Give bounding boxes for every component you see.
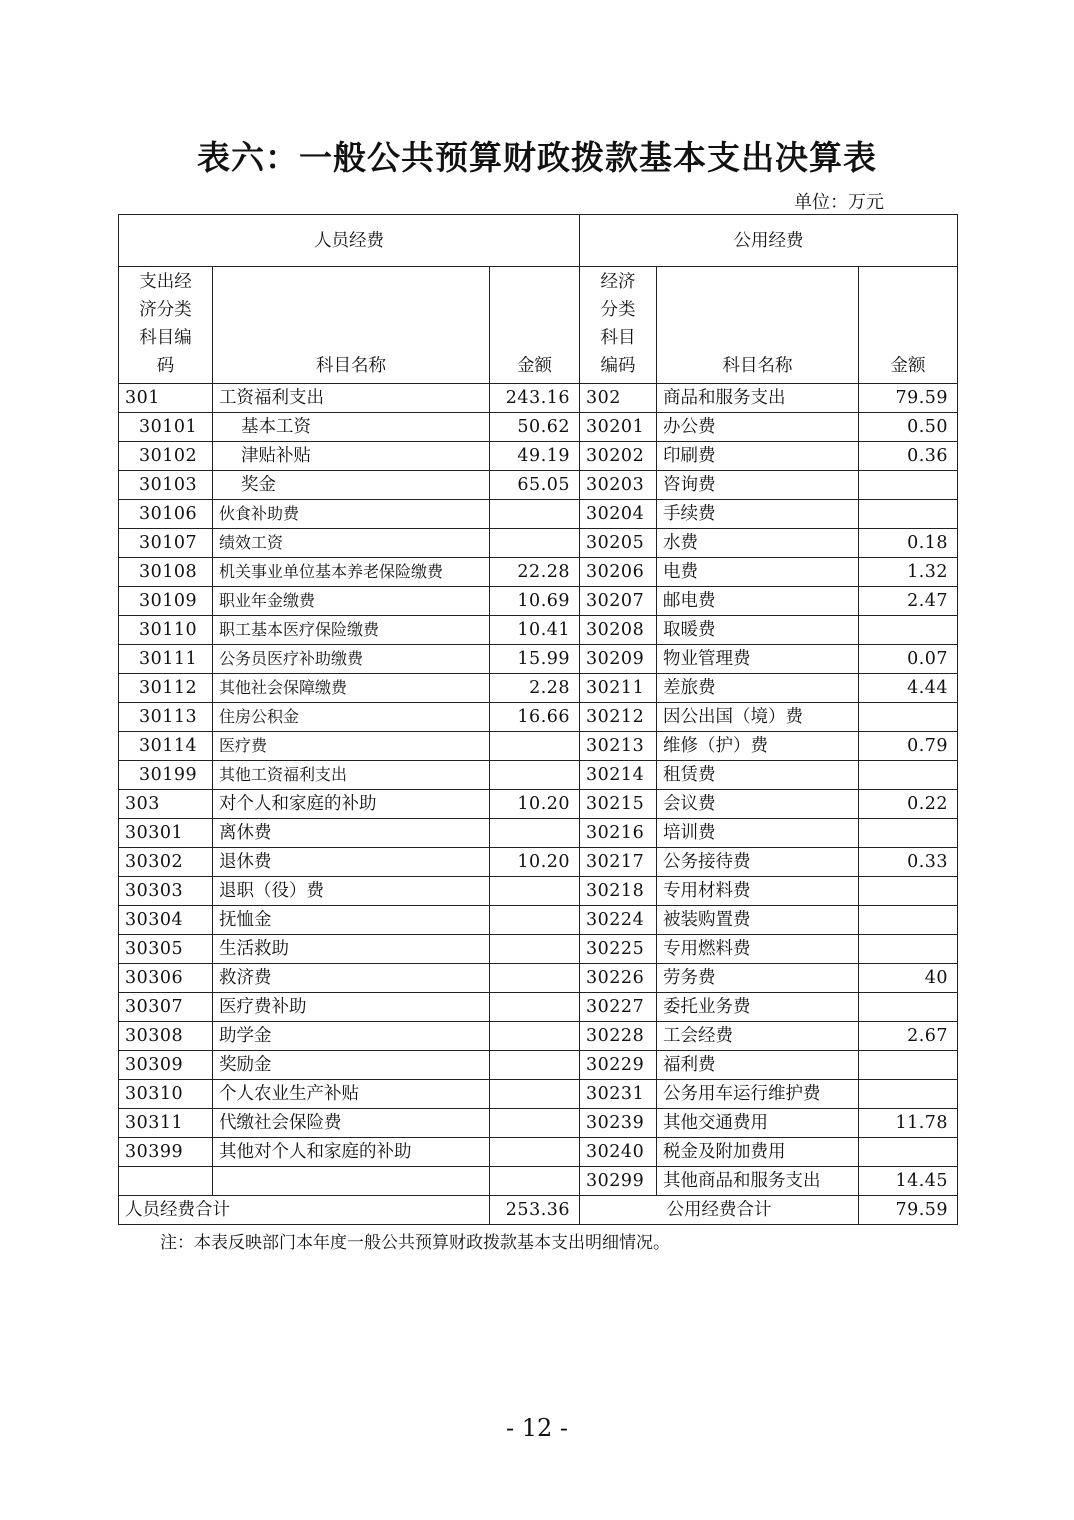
left-amount-cell: [490, 819, 580, 848]
table-row: [119, 906, 958, 935]
table-row: [119, 471, 958, 500]
left-amount-cell: 16.66: [490, 703, 580, 732]
left-name-cell: 其他社会保障缴费: [213, 674, 490, 703]
public-total-amount: 79.59: [859, 1196, 958, 1225]
left-amount-cell: 22.28: [490, 558, 580, 587]
right-name-cell: 税金及附加费用: [657, 1138, 859, 1167]
table-row: [119, 529, 958, 558]
right-code-cell: 302: [580, 384, 657, 413]
right-name-cell: 差旅费: [657, 674, 859, 703]
left-code-cell: 30102: [119, 442, 213, 471]
header-left-name: 科目名称: [213, 267, 490, 384]
left-name-cell: 其他对个人和家庭的补助: [213, 1138, 490, 1167]
left-code-cell: 30103: [119, 471, 213, 500]
left-code-cell: 303: [119, 790, 213, 819]
table-row: [119, 819, 958, 848]
left-name-cell: 机关事业单位基本养老保险缴费: [213, 558, 490, 587]
left-amount-cell: [490, 732, 580, 761]
table-row: [119, 1167, 958, 1196]
left-amount-cell: [490, 1167, 580, 1196]
expenditure-table: [118, 214, 958, 1225]
left-name-cell: 职业年金缴费: [213, 587, 490, 616]
right-name-cell: 其他交通费用: [657, 1109, 859, 1138]
left-name-cell: 个人农业生产补贴: [213, 1080, 490, 1109]
right-code-cell: 30239: [580, 1109, 657, 1138]
right-code-cell: 30224: [580, 906, 657, 935]
totals-row: [119, 1196, 958, 1225]
right-name-cell: 租赁费: [657, 761, 859, 790]
left-name-cell: 抚恤金: [213, 906, 490, 935]
right-amount-cell: 0.79: [859, 732, 958, 761]
right-code-cell: 30208: [580, 616, 657, 645]
left-name-cell: 助学金: [213, 1022, 490, 1051]
left-amount-cell: [490, 529, 580, 558]
right-code-cell: 30203: [580, 471, 657, 500]
right-amount-cell: 0.07: [859, 645, 958, 674]
right-amount-cell: [859, 500, 958, 529]
table-row: [119, 1022, 958, 1051]
left-name-cell: 代缴社会保险费: [213, 1109, 490, 1138]
left-name-cell: 工资福利支出: [213, 384, 490, 413]
right-code-cell: 30206: [580, 558, 657, 587]
left-amount-cell: [490, 877, 580, 906]
right-code-cell: 30214: [580, 761, 657, 790]
table-row: [119, 558, 958, 587]
left-code-cell: 30311: [119, 1109, 213, 1138]
left-code-cell: 30308: [119, 1022, 213, 1051]
left-name-cell: 医疗费: [213, 732, 490, 761]
right-amount-cell: [859, 935, 958, 964]
left-amount-cell: 10.69: [490, 587, 580, 616]
right-name-cell: 取暖费: [657, 616, 859, 645]
left-amount-cell: [490, 500, 580, 529]
left-code-cell: 30110: [119, 616, 213, 645]
right-code-cell: 30213: [580, 732, 657, 761]
section-public: 公用经费: [580, 215, 958, 267]
left-code-cell: 30305: [119, 935, 213, 964]
left-code-cell: 30112: [119, 674, 213, 703]
header-right-code: 经济分类科目编码: [580, 267, 657, 384]
right-code-cell: 30202: [580, 442, 657, 471]
left-amount-cell: 50.62: [490, 413, 580, 442]
footnote: 注：本表反映部门本年度一般公共预算财政拨款基本支出明细情况。: [160, 1233, 670, 1253]
table-row: [119, 703, 958, 732]
right-amount-cell: 11.78: [859, 1109, 958, 1138]
left-code-cell: 30306: [119, 964, 213, 993]
left-amount-cell: [490, 1109, 580, 1138]
header-right-name: 科目名称: [657, 267, 859, 384]
table-row: [119, 877, 958, 906]
left-name-cell: 奖金: [213, 471, 490, 500]
personnel-total-amount: 253.36: [490, 1196, 580, 1225]
left-amount-cell: [490, 1080, 580, 1109]
right-amount-cell: 79.59: [859, 384, 958, 413]
left-code-cell: 30101: [119, 413, 213, 442]
right-name-cell: 电费: [657, 558, 859, 587]
right-code-cell: 30218: [580, 877, 657, 906]
left-code-cell: 30199: [119, 761, 213, 790]
header-left-code: 支出经济分类科目编码: [119, 267, 213, 384]
table-row: [119, 1138, 958, 1167]
right-name-cell: 委托业务费: [657, 993, 859, 1022]
right-name-cell: 水费: [657, 529, 859, 558]
left-name-cell: [213, 1167, 490, 1196]
right-name-cell: 专用材料费: [657, 877, 859, 906]
right-code-cell: 30209: [580, 645, 657, 674]
left-amount-cell: [490, 964, 580, 993]
table-row: [119, 1051, 958, 1080]
right-code-cell: 30216: [580, 819, 657, 848]
left-name-cell: 对个人和家庭的补助: [213, 790, 490, 819]
left-code-cell: 30111: [119, 645, 213, 674]
table-row: [119, 645, 958, 674]
left-code-cell: 30113: [119, 703, 213, 732]
right-code-cell: 30215: [580, 790, 657, 819]
right-amount-cell: [859, 1051, 958, 1080]
left-code-cell: 30310: [119, 1080, 213, 1109]
right-amount-cell: 0.22: [859, 790, 958, 819]
left-amount-cell: [490, 1022, 580, 1051]
right-name-cell: 手续费: [657, 500, 859, 529]
right-amount-cell: 0.18: [859, 529, 958, 558]
left-code-cell: 30114: [119, 732, 213, 761]
right-amount-cell: 0.50: [859, 413, 958, 442]
right-amount-cell: 40: [859, 964, 958, 993]
table-row: [119, 616, 958, 645]
right-code-cell: 30240: [580, 1138, 657, 1167]
table-row: [119, 790, 958, 819]
left-name-cell: 生活救助: [213, 935, 490, 964]
right-code-cell: 30201: [580, 413, 657, 442]
left-name-cell: 职工基本医疗保险缴费: [213, 616, 490, 645]
table-row: [119, 1080, 958, 1109]
table-row: [119, 993, 958, 1022]
left-name-cell: 伙食补助费: [213, 500, 490, 529]
left-name-cell: 公务员医疗补助缴费: [213, 645, 490, 674]
table-row: [119, 964, 958, 993]
right-code-cell: 30228: [580, 1022, 657, 1051]
right-code-cell: 30207: [580, 587, 657, 616]
right-code-cell: 30212: [580, 703, 657, 732]
right-amount-cell: [859, 761, 958, 790]
right-amount-cell: 1.32: [859, 558, 958, 587]
column-header-row: [119, 267, 958, 384]
left-name-cell: 救济费: [213, 964, 490, 993]
right-name-cell: 维修（护）费: [657, 732, 859, 761]
right-name-cell: 其他商品和服务支出: [657, 1167, 859, 1196]
right-name-cell: 公务用车运行维护费: [657, 1080, 859, 1109]
public-total-label: 公用经费合计: [580, 1196, 859, 1225]
table-row: [119, 413, 958, 442]
right-code-cell: 30227: [580, 993, 657, 1022]
table-row: [119, 1109, 958, 1138]
page-title: 表六：一般公共预算财政拨款基本支出决算表: [197, 138, 877, 177]
left-code-cell: 301: [119, 384, 213, 413]
section-header-row: [119, 215, 958, 267]
left-amount-cell: 243.16: [490, 384, 580, 413]
right-code-cell: 30225: [580, 935, 657, 964]
right-name-cell: 专用燃料费: [657, 935, 859, 964]
left-code-cell: 30304: [119, 906, 213, 935]
right-name-cell: 邮电费: [657, 587, 859, 616]
left-amount-cell: [490, 1051, 580, 1080]
table-row: [119, 935, 958, 964]
right-code-cell: 30226: [580, 964, 657, 993]
right-name-cell: 商品和服务支出: [657, 384, 859, 413]
left-name-cell: 医疗费补助: [213, 993, 490, 1022]
unit-label: 单位：万元: [794, 192, 884, 213]
left-name-cell: 绩效工资: [213, 529, 490, 558]
left-name-cell: 奖励金: [213, 1051, 490, 1080]
table-row: [119, 384, 958, 413]
left-name-cell: 住房公积金: [213, 703, 490, 732]
left-code-cell: 30302: [119, 848, 213, 877]
table-row: [119, 848, 958, 877]
right-amount-cell: 14.45: [859, 1167, 958, 1196]
table-row: [119, 442, 958, 471]
left-name-cell: 退职（役）费: [213, 877, 490, 906]
right-amount-cell: [859, 616, 958, 645]
right-amount-cell: 4.44: [859, 674, 958, 703]
right-name-cell: 工会经费: [657, 1022, 859, 1051]
right-name-cell: 办公费: [657, 413, 859, 442]
right-code-cell: 30299: [580, 1167, 657, 1196]
right-amount-cell: [859, 993, 958, 1022]
table-row: [119, 587, 958, 616]
right-code-cell: 30229: [580, 1051, 657, 1080]
right-code-cell: 30231: [580, 1080, 657, 1109]
right-amount-cell: [859, 1080, 958, 1109]
right-code-cell: 30217: [580, 848, 657, 877]
left-amount-cell: [490, 935, 580, 964]
left-code-cell: 30399: [119, 1138, 213, 1167]
right-name-cell: 福利费: [657, 1051, 859, 1080]
section-personnel: 人员经费: [119, 215, 580, 267]
left-amount-cell: 10.41: [490, 616, 580, 645]
right-amount-cell: 0.33: [859, 848, 958, 877]
right-amount-cell: [859, 906, 958, 935]
right-code-cell: 30211: [580, 674, 657, 703]
right-amount-cell: [859, 703, 958, 732]
right-name-cell: 物业管理费: [657, 645, 859, 674]
left-amount-cell: 49.19: [490, 442, 580, 471]
left-code-cell: 30307: [119, 993, 213, 1022]
left-amount-cell: 10.20: [490, 848, 580, 877]
right-amount-cell: [859, 877, 958, 906]
left-amount-cell: 2.28: [490, 674, 580, 703]
left-name-cell: 其他工资福利支出: [213, 761, 490, 790]
left-amount-cell: 10.20: [490, 790, 580, 819]
left-amount-cell: [490, 906, 580, 935]
left-code-cell: 30108: [119, 558, 213, 587]
right-amount-cell: [859, 819, 958, 848]
table-row: [119, 674, 958, 703]
left-code-cell: [119, 1167, 213, 1196]
header-left-amount: 金额: [490, 267, 580, 384]
left-code-cell: 30303: [119, 877, 213, 906]
personnel-total-label: 人员经费合计: [119, 1196, 490, 1225]
left-amount-cell: [490, 993, 580, 1022]
right-name-cell: 咨询费: [657, 471, 859, 500]
left-amount-cell: 65.05: [490, 471, 580, 500]
right-amount-cell: [859, 471, 958, 500]
left-name-cell: 退休费: [213, 848, 490, 877]
right-amount-cell: 0.36: [859, 442, 958, 471]
right-code-cell: 30204: [580, 500, 657, 529]
page-number: - 12 -: [505, 1414, 568, 1442]
left-amount-cell: [490, 761, 580, 790]
right-amount-cell: 2.47: [859, 587, 958, 616]
right-name-cell: 被装购置费: [657, 906, 859, 935]
right-name-cell: 培训费: [657, 819, 859, 848]
right-amount-cell: 2.67: [859, 1022, 958, 1051]
right-name-cell: 会议费: [657, 790, 859, 819]
left-amount-cell: 15.99: [490, 645, 580, 674]
left-code-cell: 30106: [119, 500, 213, 529]
left-code-cell: 30107: [119, 529, 213, 558]
left-name-cell: 津贴补贴: [213, 442, 490, 471]
right-name-cell: 公务接待费: [657, 848, 859, 877]
left-name-cell: 离休费: [213, 819, 490, 848]
right-name-cell: 印刷费: [657, 442, 859, 471]
right-amount-cell: [859, 1138, 958, 1167]
right-name-cell: 劳务费: [657, 964, 859, 993]
header-right-amount: 金额: [859, 267, 958, 384]
table-row: [119, 732, 958, 761]
right-code-cell: 30205: [580, 529, 657, 558]
left-amount-cell: [490, 1138, 580, 1167]
right-name-cell: 因公出国（境）费: [657, 703, 859, 732]
table-row: [119, 500, 958, 529]
left-code-cell: 30109: [119, 587, 213, 616]
left-code-cell: 30301: [119, 819, 213, 848]
table-row: [119, 761, 958, 790]
left-name-cell: 基本工资: [213, 413, 490, 442]
left-code-cell: 30309: [119, 1051, 213, 1080]
